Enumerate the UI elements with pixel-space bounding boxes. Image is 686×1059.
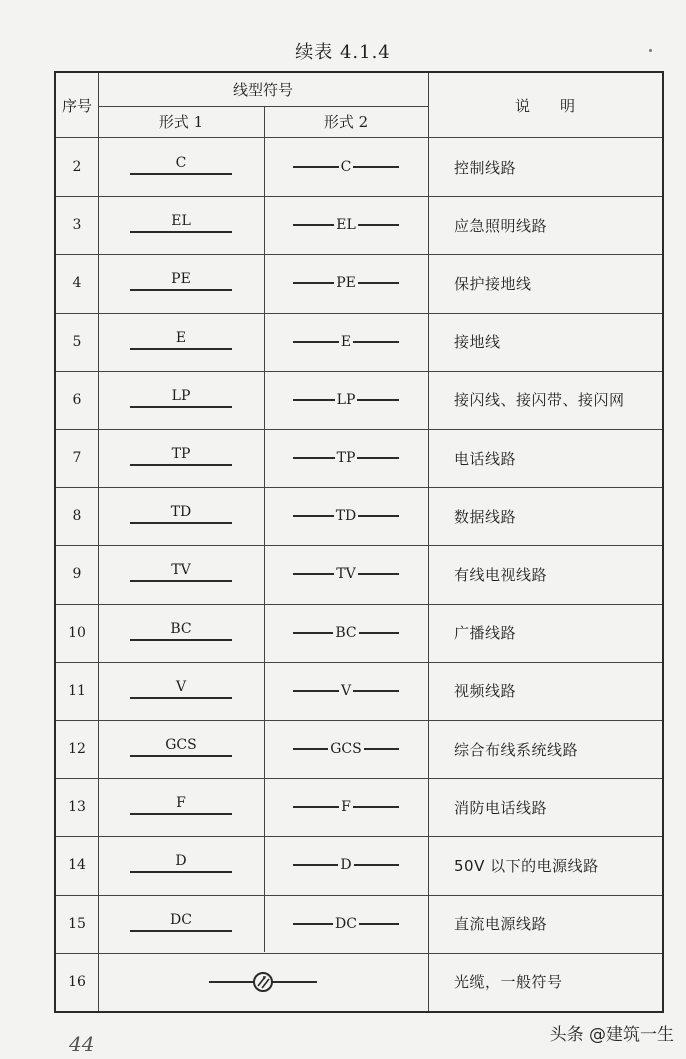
row-description: 数据线路 (454, 507, 517, 526)
row-description: 接地线 (454, 333, 501, 352)
inline-label-line-symbol (293, 275, 399, 291)
header-number: 序号 (61, 96, 92, 115)
inline-label-line-symbol (293, 916, 399, 932)
table-row (56, 662, 662, 720)
table-row (56, 720, 662, 778)
symbol-form1 (98, 429, 264, 487)
line-code-label: TD (335, 508, 357, 525)
table-row (56, 604, 662, 662)
header-form2: 形式 2 (323, 113, 369, 131)
row-number: 14 (68, 857, 86, 874)
solid-line-symbol (130, 795, 232, 819)
symbol-form1 (98, 604, 264, 662)
line-stroke (130, 930, 232, 932)
inline-label-line-symbol (293, 741, 399, 757)
line-code-label: BC (335, 624, 357, 641)
line-code-label: C (175, 155, 187, 172)
line-code-label: EL (171, 213, 191, 230)
line-code-label: BC (170, 620, 192, 637)
line-code-label: GCS (165, 737, 197, 754)
row-number: 5 (72, 333, 82, 350)
line-stroke (354, 864, 399, 866)
symbol-form2 (264, 778, 428, 836)
symbol-form1 (98, 836, 264, 894)
row-description: 50V 以下的电源线路 (454, 856, 599, 875)
row-description: 光缆，一般符号 (454, 973, 563, 992)
line-code-label: TP (336, 450, 356, 467)
inline-label-line-symbol (293, 566, 399, 582)
symbol-form2 (264, 429, 428, 487)
inline-label-line-symbol (293, 159, 399, 175)
line-stroke (293, 748, 328, 750)
line-code-label: EL (336, 217, 356, 234)
line-stroke (130, 580, 232, 582)
line-stroke (130, 406, 232, 408)
table-row (56, 836, 662, 894)
inline-label-line-symbol (293, 334, 399, 350)
inline-label-line-symbol (293, 857, 399, 873)
line-code-label: E (175, 329, 187, 346)
line-stroke (353, 166, 399, 168)
row-number: 6 (72, 391, 82, 408)
symbol-form2 (264, 604, 428, 662)
solid-line-symbol (130, 271, 232, 295)
row-number: 3 (72, 217, 82, 234)
table-row (56, 953, 662, 1011)
scan-speck (649, 49, 652, 52)
row-description: 直流电源线路 (454, 915, 548, 934)
row-description: 控制线路 (454, 158, 517, 177)
line-stroke (130, 522, 232, 524)
row-divider (56, 895, 662, 896)
line-stroke (130, 464, 232, 466)
symbol-form1 (98, 895, 264, 953)
solid-line-symbol (130, 621, 232, 645)
table-row (56, 313, 662, 371)
symbol-table (54, 71, 664, 1013)
line-code-label: LP (171, 387, 191, 404)
line-stroke (359, 632, 399, 634)
line-stroke (359, 923, 399, 925)
symbol-form2 (264, 836, 428, 894)
line-stroke (357, 399, 399, 401)
line-stroke (357, 457, 399, 459)
header-form1: 形式 1 (158, 113, 204, 131)
row-number: 15 (68, 915, 86, 932)
line-code-label: C (340, 159, 352, 176)
line-stroke (364, 748, 399, 750)
symbol-form2 (264, 371, 428, 429)
line-code-label: LP (336, 391, 356, 408)
symbol-form1 (98, 662, 264, 720)
row-description: 电话线路 (454, 449, 517, 468)
symbol-form1 (98, 545, 264, 603)
line-stroke (353, 806, 399, 808)
solid-line-symbol (130, 504, 232, 528)
line-stroke (293, 341, 339, 343)
row-number: 2 (72, 159, 82, 176)
line-code-label: DC (170, 911, 192, 928)
table-row (56, 371, 662, 429)
row-number: 11 (68, 682, 86, 699)
row-number: 10 (68, 624, 86, 641)
table-row (56, 778, 662, 836)
row-divider (56, 953, 662, 954)
row-description: 应急照明线路 (454, 216, 548, 235)
line-stroke (130, 813, 232, 815)
row-divider (56, 720, 662, 721)
row-number: 8 (72, 508, 82, 525)
row-number: 4 (72, 275, 82, 292)
symbol-form2 (264, 487, 428, 545)
line-stroke (293, 923, 333, 925)
line-code-label: F (176, 795, 186, 812)
symbol-form2 (264, 313, 428, 371)
header-description: 说 明 (514, 96, 575, 115)
line-code-label: GCS (330, 741, 362, 758)
inline-label-line-symbol (293, 508, 399, 524)
solid-line-symbol (130, 562, 232, 586)
line-code-label: TV (171, 562, 191, 579)
solid-line-symbol (130, 213, 232, 237)
line-code-label: TP (171, 446, 191, 463)
line-code-label: D (175, 853, 187, 870)
row-description: 接闪线、接闪带、接闪网 (454, 391, 625, 410)
page-number: 44 (69, 1032, 95, 1056)
line-stroke (358, 224, 399, 226)
line-code-label: TV (336, 566, 356, 583)
line-stroke (130, 639, 232, 641)
page-title: 续表 4.1.4 (295, 42, 391, 63)
header-symbol: 线型符号 (232, 81, 293, 99)
symbol-form2 (264, 196, 428, 254)
symbol-form1 (98, 371, 264, 429)
row-divider (56, 487, 662, 488)
inline-label-line-symbol (293, 217, 399, 233)
line-stroke (293, 806, 339, 808)
row-number: 9 (72, 566, 82, 583)
symbol-form1 (98, 313, 264, 371)
inline-label-line-symbol (293, 392, 399, 408)
row-divider (56, 604, 662, 605)
row-divider (56, 313, 662, 314)
table-row (56, 487, 662, 545)
symbol-form1 (98, 778, 264, 836)
row-divider (56, 254, 662, 255)
line-stroke (130, 173, 232, 175)
line-stroke (130, 348, 232, 350)
table-row (56, 895, 662, 953)
row-description: 消防电话线路 (454, 798, 548, 817)
solid-line-symbol (130, 679, 232, 703)
solid-line-symbol (130, 853, 232, 877)
row-description: 广播线路 (454, 624, 517, 643)
line-stroke (130, 697, 232, 699)
row-divider (56, 429, 662, 430)
symbol-form2 (264, 662, 428, 720)
symbol-form1 (98, 254, 264, 312)
line-stroke (130, 231, 232, 233)
line-code-label: PE (171, 271, 191, 288)
row-number: 13 (68, 799, 86, 816)
symbol-form1 (98, 487, 264, 545)
row-number: 12 (68, 741, 86, 758)
table-row (56, 429, 662, 487)
table-row (56, 196, 662, 254)
inline-label-line-symbol (293, 799, 399, 815)
table-row (56, 254, 662, 312)
row-description: 保护接地线 (454, 274, 532, 293)
row-number: 16 (68, 973, 86, 990)
watermark: 头条 @建筑一生 (549, 1025, 674, 1045)
line-stroke (130, 289, 232, 291)
line-code-label: DC (335, 915, 357, 932)
line-stroke (293, 224, 334, 226)
symbol-form1 (98, 720, 264, 778)
symbol-form1 (98, 196, 264, 254)
inline-label-line-symbol (293, 625, 399, 641)
line-stroke (358, 515, 399, 517)
symbol-form2 (264, 254, 428, 312)
line-stroke (293, 282, 334, 284)
solid-line-symbol (130, 446, 232, 470)
line-code-label: F (341, 799, 351, 816)
fiber-optic-cable-icon (209, 970, 317, 994)
line-code-label: PE (336, 275, 356, 292)
solid-line-symbol (130, 330, 232, 354)
line-code-label: E (340, 333, 352, 350)
line-code-label: V (175, 678, 187, 695)
table-row (56, 545, 662, 603)
line-stroke (293, 864, 338, 866)
solid-line-symbol (130, 737, 232, 761)
line-stroke (293, 166, 339, 168)
symbol-form2 (264, 545, 428, 603)
row-divider (56, 778, 662, 779)
line-code-label: V (340, 682, 352, 699)
line-stroke (293, 573, 334, 575)
row-description: 有线电视线路 (454, 565, 548, 584)
row-divider (56, 836, 662, 837)
line-stroke (293, 457, 335, 459)
row-divider (56, 545, 662, 546)
row-description: 视频线路 (454, 682, 517, 701)
line-stroke (358, 282, 399, 284)
symbol-form2 (264, 895, 428, 953)
symbol-form2 (264, 138, 428, 196)
solid-line-symbol (130, 388, 232, 412)
line-stroke (293, 690, 339, 692)
solid-line-symbol (130, 912, 232, 936)
line-stroke (293, 632, 333, 634)
table-row (56, 138, 662, 196)
line-code-label: TD (170, 504, 192, 521)
row-divider (56, 196, 662, 197)
line-stroke (293, 515, 334, 517)
row-number: 7 (72, 450, 82, 467)
row-divider (56, 371, 662, 372)
line-code-label: D (340, 857, 352, 874)
line-stroke (130, 871, 232, 873)
row-description: 综合布线系统线路 (454, 740, 579, 759)
inline-label-line-symbol (293, 683, 399, 699)
symbol-form1 (98, 138, 264, 196)
fiber-optic-symbol (98, 953, 428, 1011)
line-stroke (353, 690, 399, 692)
solid-line-symbol (130, 155, 232, 179)
line-stroke (130, 755, 232, 757)
inline-label-line-symbol (293, 450, 399, 466)
line-stroke (293, 399, 335, 401)
symbol-form2 (264, 720, 428, 778)
line-stroke (353, 341, 399, 343)
line-stroke (358, 573, 399, 575)
row-divider (56, 662, 662, 663)
